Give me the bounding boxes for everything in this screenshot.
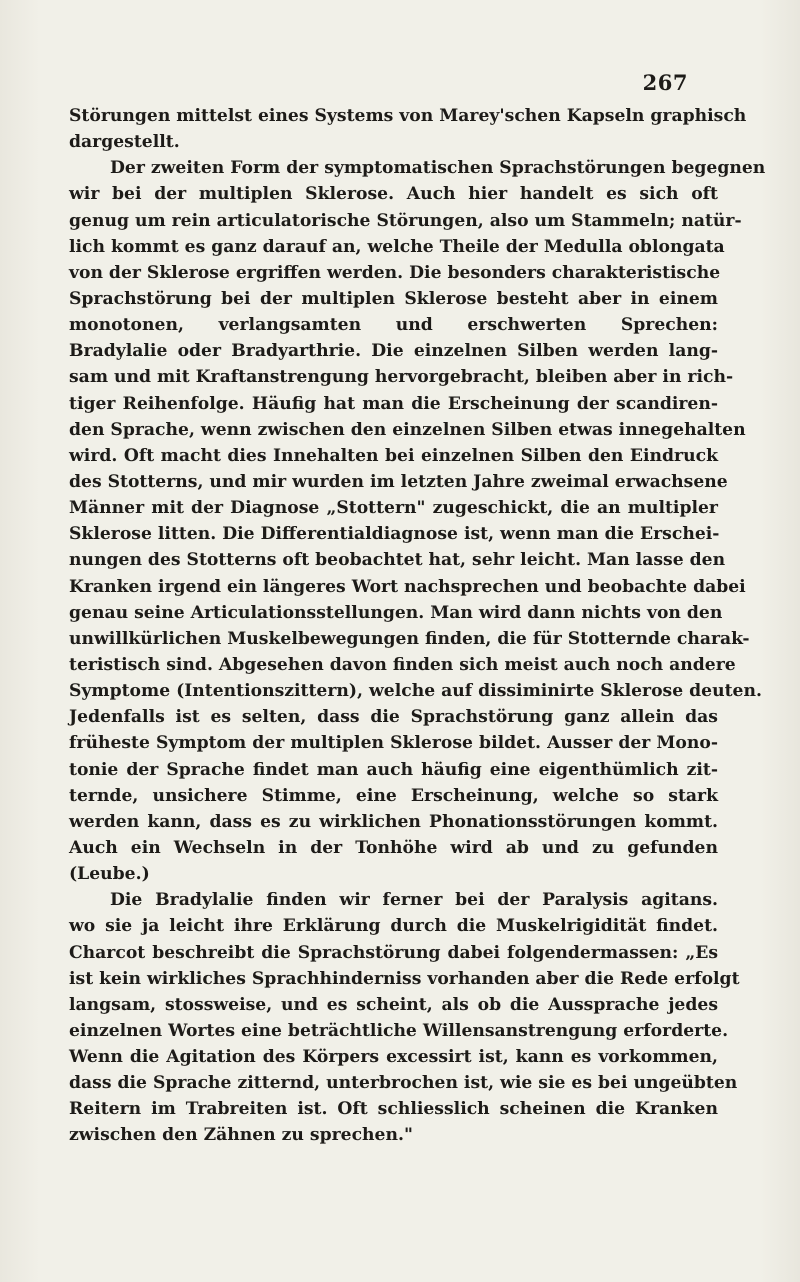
text-line: Sprachstörung bei der multiplen Sklerose besteht aber in einem bbox=[69, 288, 718, 309]
text-line: werden kann, dass es zu wirklichen Phonationsstörungen kommt. bbox=[69, 811, 718, 832]
text-line: früheste Symptom der multiplen Sklerose bildet. Ausser der Mono- bbox=[69, 733, 718, 754]
page-number: 267 bbox=[642, 70, 688, 95]
text-line: Störungen mittelst eines Systems von Marey'schen Kapseln graphisch bbox=[69, 106, 747, 126]
text-line: (Leube.) bbox=[69, 864, 150, 885]
text-line: ist kein wirkliches Sprachhinderniss vorhanden aber die Rede erfolgt bbox=[69, 968, 740, 989]
text-line: einzelnen Wortes eine beträchtliche Willensanstrengung erforderte. bbox=[69, 1020, 729, 1041]
text-line: Männer mit der Diagnose „Stottern" zugeschickt, die an multipler bbox=[69, 498, 718, 519]
text-line: Sklerose litten. Die Differentialdiagnose ist, wenn man die Erschei- bbox=[69, 524, 720, 545]
text-line: Kranken irgend ein längeres Wort nachsprechen und beobachte dabei bbox=[69, 576, 746, 597]
text-line: Auch ein Wechseln in der Tonhöhe wird ab und zu gefunden bbox=[69, 837, 718, 858]
text-line: Bradylalie oder Bradyarthrie. Die einzelnen Silben werden lang- bbox=[69, 341, 718, 362]
text-line: des Stotterns, und mir wurden im letzten Jahre zweimal erwachsene bbox=[69, 471, 728, 492]
text-line: Charcot beschreibt die Sprachstörung dabei folgendermassen: „Es bbox=[69, 942, 718, 963]
text-line: Der zweiten Form der symptomatischen Sprachstörungen begegnen bbox=[110, 158, 766, 179]
text-line: Symptome (Intentionszittern), welche auf dissiminirte Sklerose deuten. bbox=[69, 681, 762, 702]
text-line: tiger Reihenfolge. Häufig hat man die Erscheinung der scandiren- bbox=[69, 393, 718, 414]
text-line: teristisch sind. Abgesehen davon finden sich meist auch noch andere bbox=[69, 654, 736, 675]
text-line: sam und mit Kraftanstrengung hervorgebracht, bleiben aber in rich- bbox=[69, 367, 734, 388]
text-line: genau seine Articulationsstellungen. Man wird dann nichts von den bbox=[69, 602, 723, 623]
text-line: Jedenfalls ist es selten, dass die Sprachstörung ganz allein das bbox=[69, 707, 718, 728]
text-line: monotonen, verlangsamten und erschwerten Sprechen: bbox=[69, 315, 718, 336]
text-line: tonie der Sprache findet man auch häufig eine eigenthümlich zit- bbox=[69, 759, 718, 780]
text-line: dass die Sprache zitternd, unterbrochen ist, wie sie es bei ungeübten bbox=[69, 1073, 738, 1094]
text-line: nungen des Stotterns oft beobachtet hat, sehr leicht. Man lasse den bbox=[69, 550, 726, 571]
text-line: wird. Oft macht dies Innehalten bei einzelnen Silben den Eindruck bbox=[69, 445, 718, 466]
text-line: von der Sklerose ergriffen werden. Die besonders charakteristische bbox=[69, 262, 721, 283]
text-line: zwischen den Zähnen zu sprechen." bbox=[69, 1125, 413, 1146]
text-line: Wenn die Agitation des Körpers excessirt ist, kann es vorkommen, bbox=[69, 1047, 718, 1068]
text-line: den Sprache, wenn zwischen den einzelnen Silben etwas innegehalten bbox=[69, 419, 746, 440]
body-text bbox=[69, 103, 766, 1149]
text-line: wo sie ja leicht ihre Erklärung durch die Muskelrigidität findet. bbox=[69, 916, 718, 937]
text-line: Reitern im Trabreiten ist. Oft schliesslich scheinen die Kranken bbox=[69, 1099, 718, 1120]
text-line: Die Bradylalie finden wir ferner bei der Paralysis agitans. bbox=[110, 890, 718, 911]
text-line: dargestellt. bbox=[69, 132, 180, 153]
text-line: lich kommt es ganz darauf an, welche Theile der Medulla oblongata bbox=[69, 236, 725, 257]
text-line: langsam, stossweise, und es scheint, als ob die Aussprache jedes bbox=[69, 994, 718, 1015]
text-line: genug um rein articulatorische Störungen, also um Stammeln; natür- bbox=[69, 210, 742, 231]
text-line: ternde, unsichere Stimme, eine Erscheinung, welche so stark bbox=[69, 785, 718, 806]
text-line: unwillkürlichen Muskelbewegungen finden, die für Stotternde charak- bbox=[69, 628, 750, 649]
text-line: wir bei der multiplen Sklerose. Auch hier handelt es sich oft bbox=[69, 184, 718, 205]
